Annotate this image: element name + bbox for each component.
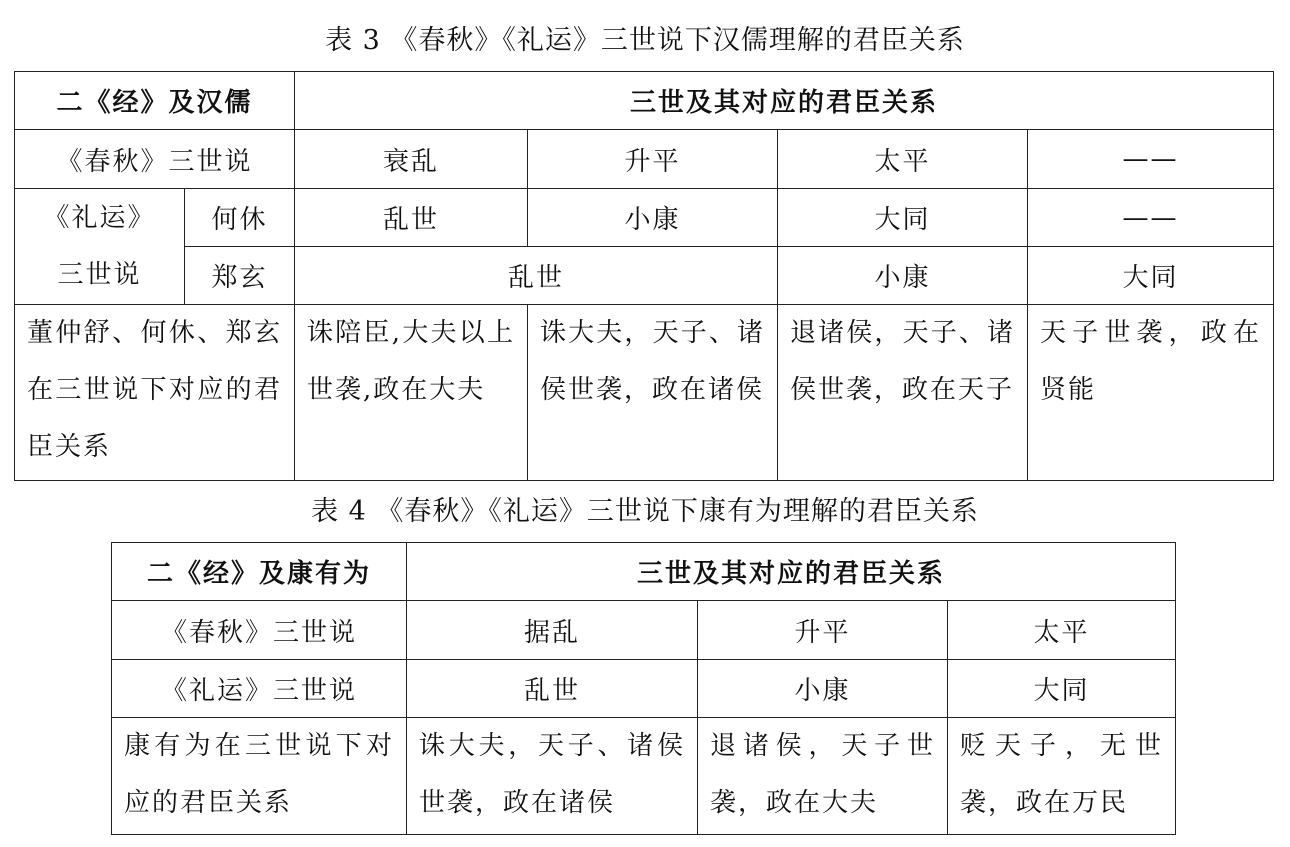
table4-cell: 太平 xyxy=(948,601,1176,660)
table3-liyun-label-bottom: 三世说 xyxy=(57,259,142,290)
table3-relation-row xyxy=(15,305,1274,481)
table3-cell: 衰乱 xyxy=(295,130,528,189)
table4-relation-row xyxy=(112,718,1176,835)
table4-header-col2: 三世及其对应的君臣关系 xyxy=(407,543,1176,601)
table4-chunqiu-row xyxy=(112,601,1176,660)
table3-zhengxuan-label: 郑玄 xyxy=(185,247,295,305)
table3-header-col2: 三世及其对应的君臣关系 xyxy=(295,72,1274,130)
table3-cell: 诛陪臣,大夫以上世袭,政在大夫 xyxy=(295,305,528,481)
table4-cell: 乱世 xyxy=(407,660,698,718)
table3-header-col1: 二《经》及汉儒 xyxy=(15,72,295,130)
table3-header-row xyxy=(15,72,1274,130)
table4-liyun-row xyxy=(112,660,1176,718)
table4-relation-label: 康有为在三世说下对应的君臣关系 xyxy=(112,718,407,835)
table3-cell: 乱世 xyxy=(295,247,778,305)
table4-liyun-label: 《礼运》三世说 xyxy=(112,660,407,718)
table3-chunqiu-label: 《春秋》三世说 xyxy=(15,130,295,189)
table3-relation-label: 董仲舒、何休、郑玄在三世说下对应的君臣关系 xyxy=(15,305,295,481)
table-3 xyxy=(14,71,1274,481)
table3-cell: —— xyxy=(1028,189,1274,247)
table4-header-row xyxy=(112,543,1176,601)
table3-cell: 大同 xyxy=(778,189,1028,247)
table4-cell: 诛大夫，天子、诸侯世袭，政在诸侯 xyxy=(407,718,698,835)
table3-cell: 乱世 xyxy=(295,189,528,247)
table4-cell: 大同 xyxy=(948,660,1176,718)
table-4 xyxy=(111,542,1176,835)
table3-cell: 天子世袭，政在贤能 xyxy=(1028,305,1274,481)
table3-cell: —— xyxy=(1028,130,1274,189)
table3-chunqiu-row xyxy=(15,130,1274,189)
table3-hexiu-label: 何休 xyxy=(185,189,295,247)
table4-cell: 贬天子，无世袭，政在万民 xyxy=(948,718,1176,835)
table3-liyun-label xyxy=(15,189,185,305)
table3-hexiu-row xyxy=(15,189,1274,247)
table4-chunqiu-label: 《春秋》三世说 xyxy=(112,601,407,660)
table3-cell: 退诸侯，天子、诸侯世袭，政在天子 xyxy=(778,305,1028,481)
table3-cell: 升平 xyxy=(528,130,778,189)
table4-caption: 表 4 《春秋》《礼运》三世说下康有为理解的君臣关系 xyxy=(311,496,979,527)
table4-header-col1: 二《经》及康有为 xyxy=(112,543,407,601)
table3-cell: 小康 xyxy=(528,189,778,247)
table4-cell: 小康 xyxy=(698,660,948,718)
table3-zhengxuan-row xyxy=(15,247,1274,305)
table3-cell: 太平 xyxy=(778,130,1028,189)
table3-caption: 表 3 《春秋》《礼运》三世说下汉儒理解的君臣关系 xyxy=(325,25,965,56)
table3-cell: 诛大夫，天子、诸侯世袭，政在诸侯 xyxy=(528,305,778,481)
table3-cell: 大同 xyxy=(1028,247,1274,305)
table3-cell: 小康 xyxy=(778,247,1028,305)
table4-cell: 据乱 xyxy=(407,601,698,660)
table4-cell: 升平 xyxy=(698,601,948,660)
table4-cell: 退诸侯，天子世袭，政在大夫 xyxy=(698,718,948,835)
table3-liyun-label-top: 《礼运》 xyxy=(43,202,156,233)
